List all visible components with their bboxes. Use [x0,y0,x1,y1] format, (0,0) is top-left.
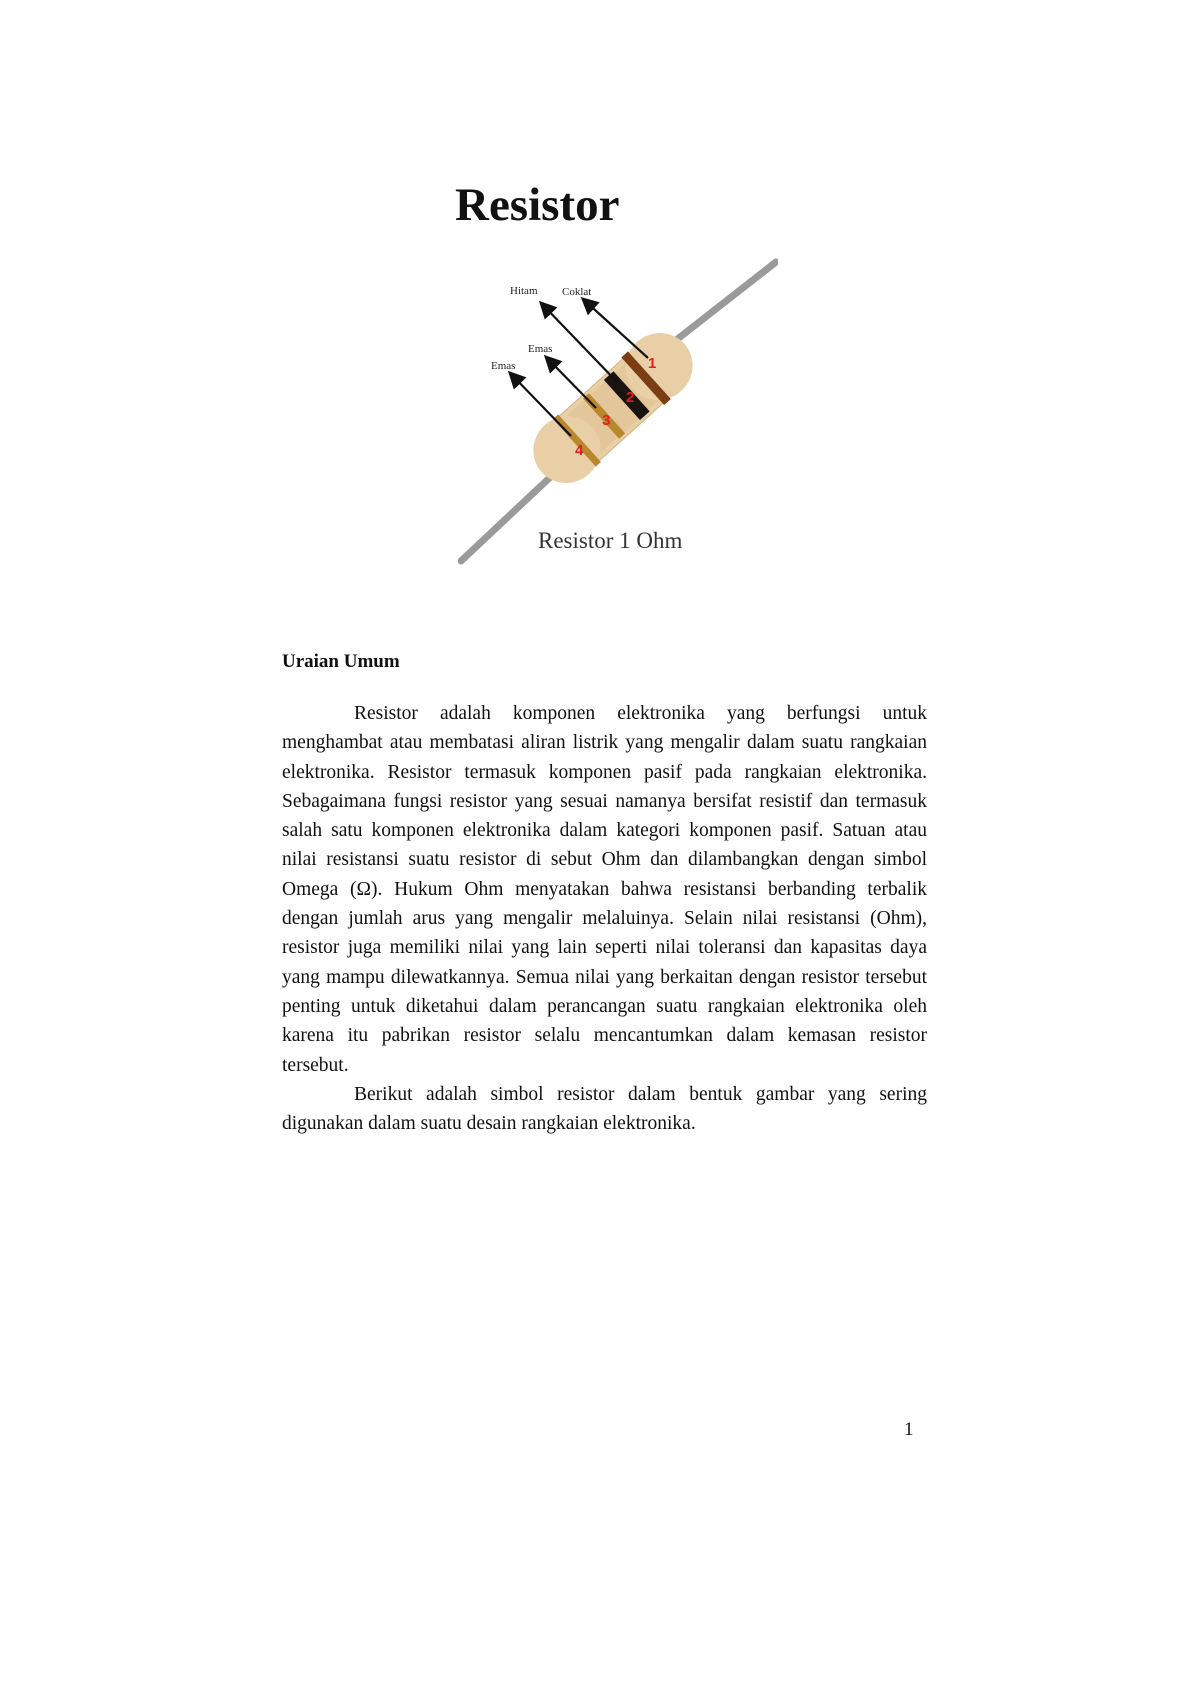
label-hitam: Hitam [510,285,538,297]
label-emas-1: Emas [528,343,553,355]
resistor-figure [458,258,778,568]
band-number-1: 1 [648,355,657,372]
band-number-2: 2 [626,389,635,406]
page-number: 1 [904,1419,914,1440]
paragraph-1: Resistor adalah komponen elektronika yang berfungsi untuk menghambat atau membatasi aliran listrik yang mengalir dalam suatu rangkaian elektronika. Resistor termasuk komponen pasif pada rangkaian elektronika. Sebagaimana fungsi resistor yang sesuai namanya bersifat resistif dan termasuk salah satu komponen elektronika dalam kategori komponen pasif. Satuan atau nilai resistansi suatu resistor di sebut Ohm dan dilambangkan dengan simbol Omega (Ω). Hukum Ohm menyatakan bahwa resistansi berbanding terbalik dengan jumlah arus yang mengalir melaluinya. Selain nilai resistansi (Ohm), resistor juga memiliki nilai yang lain seperti nilai toleransi dan kapasitas daya yang mampu dilewatkannya. Semua nilai yang berkaitan dengan resistor tersebut penting untuk diketahui dalam perancangan suatu rangkaian elektronika oleh karena itu pabrikan resistor selalu mencantumkan dalam kemasan resistor tersebut. [282,703,927,1076]
label-coklat: Coklat [562,286,592,298]
figure-caption: Resistor 1 Ohm [538,528,683,553]
label-emas-2: Emas [491,360,516,372]
arrow-coklat [584,300,648,358]
band-number-3: 3 [602,412,611,429]
arrow-hitam [542,304,618,383]
section-heading: Uraian Umum [282,651,400,672]
paragraph-2: Berikut adalah simbol resistor dalam bentuk gambar yang sering digunakan dalam suatu desain rangkaian elektronika. [282,1083,927,1135]
resistor-lead-top [666,262,776,348]
arrow-emas-2 [511,374,571,436]
body-text [282,699,927,1138]
resistor-illustration [458,258,778,568]
band-number-4: 4 [575,442,584,459]
page-title: Resistor [455,179,620,231]
arrow-emas-1 [547,358,596,408]
